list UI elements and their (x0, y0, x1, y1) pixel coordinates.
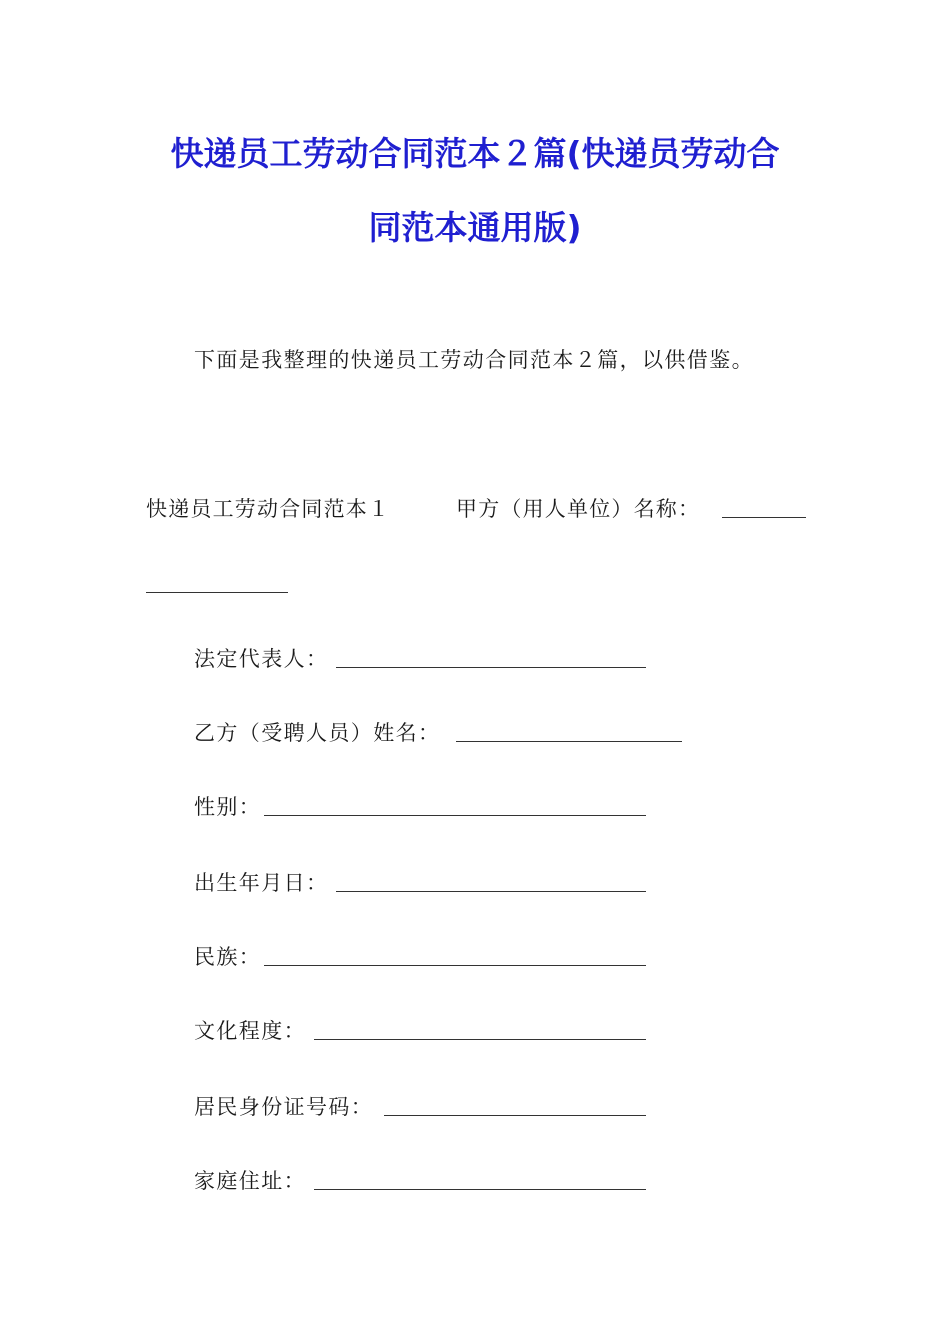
gender-label: 性别： (194, 795, 262, 819)
intro-paragraph: 下面是我整理的快递员工劳动合同范本２篇，以供借鉴。 (194, 348, 754, 372)
document-title-line-2: 同范本通用版) (368, 208, 582, 247)
party-a-name-label: 甲方（用人单位）名称： (456, 497, 701, 521)
id-number-blank (384, 1115, 646, 1116)
education-level-blank (314, 1039, 646, 1040)
document-title-line-1: 快递员工劳动合同范本２篇(快递员劳动合 (170, 134, 780, 173)
home-address-label: 家庭住址： (194, 1169, 306, 1193)
ethnicity-blank (264, 965, 646, 966)
party-b-name-label: 乙方（受聘人员）姓名： (194, 721, 441, 745)
party-a-name-blank-continued (146, 592, 288, 593)
education-level-label: 文化程度： (194, 1019, 306, 1043)
ethnicity-label: 民族： (194, 945, 262, 969)
gender-blank (264, 815, 646, 816)
party-b-name-blank (456, 741, 682, 742)
legal-representative-blank (336, 667, 646, 668)
birth-date-label: 出生年月日： (194, 871, 329, 895)
party-a-name-blank (722, 517, 806, 518)
birth-date-blank (336, 891, 646, 892)
legal-representative-label: 法定代表人： (194, 647, 329, 671)
contract-heading: 快递员工劳动合同范本１ (146, 497, 391, 521)
home-address-blank (314, 1189, 646, 1190)
id-number-label: 居民身份证号码： (194, 1095, 374, 1119)
